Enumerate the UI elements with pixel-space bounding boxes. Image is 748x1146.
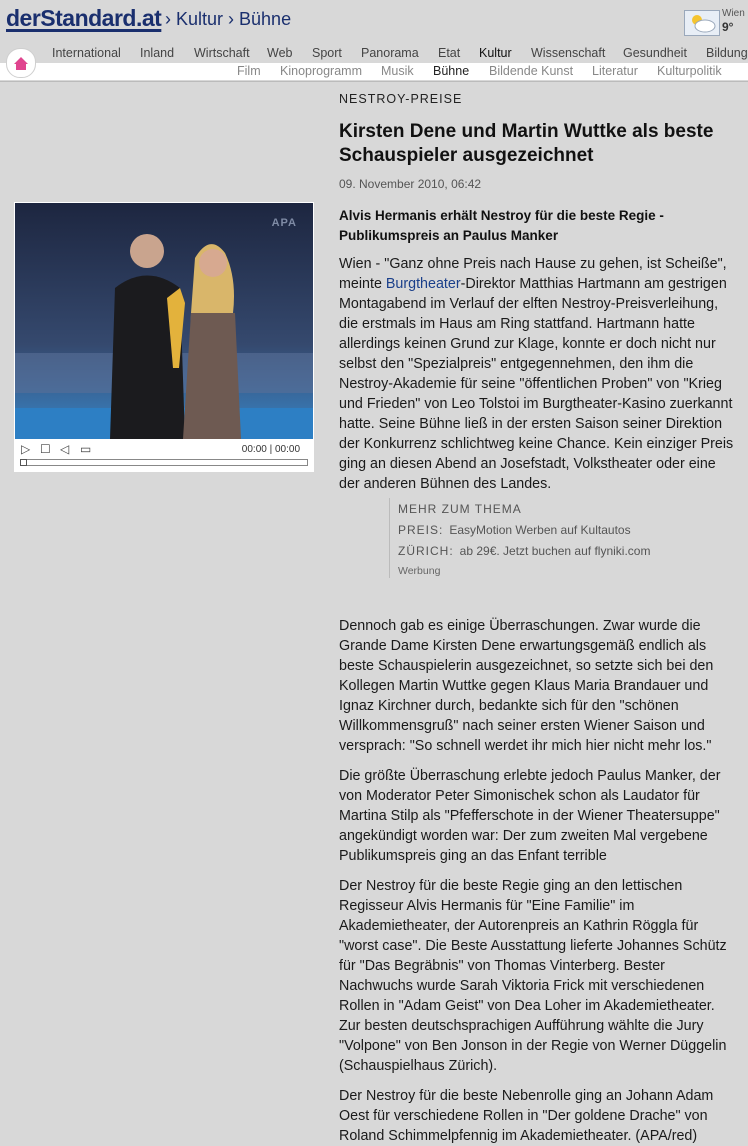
article-paragraph: Der Nestroy für die beste Nebenrolle ging an Johann Adam Oest für verschiedene Rollen in "Der goldene Drache" von Roland Schimmelpfennig im Akademietheater. (APA/red) [339, 1088, 714, 1144]
subnav-item-film[interactable]: Film [237, 64, 261, 78]
video-player[interactable] [14, 202, 314, 472]
video-watermark: APA [271, 217, 297, 229]
article-kicker: NESTROY-PREISE [339, 92, 463, 106]
subnav-item-musik[interactable]: Musik [381, 64, 414, 78]
nav-item-sport[interactable]: Sport [312, 46, 342, 60]
ad-key: ZÜRICH: [398, 544, 454, 558]
home-icon[interactable] [6, 48, 36, 78]
paragraph-text: -Direktor Matthias Hartmann am gestrigen Montagabend im Verlauf der elften Nestroy-Preisverleihung, die erstmals im Haus am Ring stattfand. Hartmann hatte allerdings keinen Grund zur Klage, konnte er doch nicht nur selbst den "Spezialpreis" entgegennehmen, den ihm die Nestroy-Akademie für seine "öffentlichen Proben" von "Krieg und Frieden" von Leo Tolstoi im Burgtheater-Kasino zuerkannt hatte. Seine Bühne ließ in der ersten Saison seiner Direktion der Konkurrenz schlichtweg keine Chance. Kein einziger Preis ging an diesen Abend an Josefstadt, Volkstheater oder eine der anderen Bühnen des Landes. [339, 276, 734, 492]
article-paragraph: Die größte Überraschung erlebte jedoch Paulus Manker, der von Moderator Peter Simonischek schon als Laudator für Martina Stilp als "Pfefferschote in der Wiener Theatersuppe" angekündigt worden war: Der zum zweiten Mal vergebene Publikumspreis ging an das Enfant terrible [339, 768, 721, 864]
volume-icon[interactable]: ◁ [60, 442, 70, 456]
video-controls [14, 440, 314, 472]
nav-item-web[interactable]: Web [267, 46, 293, 60]
related-box [389, 498, 698, 578]
site-logo[interactable]: derStandard.at [6, 5, 162, 31]
nav-item-gesundheit[interactable]: Gesundheit [623, 46, 687, 60]
ad-link[interactable]: EasyMotion Werben auf Kultautos [449, 523, 631, 537]
breadcrumb-separator: › [228, 9, 235, 29]
breadcrumb-kultur[interactable]: Kultur [176, 9, 224, 29]
play-icon[interactable]: ▷ [21, 442, 31, 456]
sub-nav [0, 63, 748, 80]
article-headline: Kirsten Dene und Martin Wuttke als beste Schauspieler ausgezeichnet [339, 121, 714, 166]
subnav-item-buehne[interactable]: Bühne [433, 64, 470, 78]
nav-item-wissenschaft[interactable]: Wissenschaft [531, 46, 606, 60]
related-title: MEHR ZUM THEMA [398, 502, 522, 516]
breadcrumb-separator: › [165, 9, 171, 29]
weather-cloud-icon [684, 10, 720, 36]
ad-key: PREIS: [398, 523, 444, 537]
related-ad-row[interactable] [398, 523, 698, 537]
subnav-item-kulturpolitik[interactable]: Kulturpolitik [657, 64, 722, 78]
article-lead: Alvis Hermanis erhält Nestroy für die beste Regie - Publikumspreis an Paulus Manker [339, 208, 664, 243]
ad-link[interactable]: ab 29€. Jetzt buchen auf flyniki.com [459, 544, 651, 558]
burgtheater-link[interactable]: Burgtheater [385, 276, 461, 292]
paragraph-text: Wien - "Ganz ohne Preis nach Hause zu gehen, ist Scheiße", meinte [339, 256, 727, 292]
nav-item-wirtschaft[interactable]: Wirtschaft [194, 46, 250, 60]
top-bar [0, 0, 748, 44]
article-paragraph: Der Nestroy für die beste Regie ging an den lettischen Regisseur Alvis Hermanis für "Eine Familie" im Akademietheater, der Autorenpreis an Kathrin Röggla für "worst case". Die Beste Ausstattung lieferte Johannes Schütz für "Das Begräbnis" von Thomas Vinterberg. Bester Nachwuchs wurde Sarah Viktoria Frick mit verschiedenen Rollen in "Adam Geist" von Dea Loher im Akademietheater. Zur besten deutschsprachigen Aufführung wählte die Jury "Volpone" von Ben Jonson in der Regie von Werner Düggelin (Schauspielhaus Zürich). [339, 878, 727, 1074]
nav-item-etat[interactable]: Etat [438, 46, 461, 60]
video-progress-handle[interactable] [20, 459, 27, 466]
subnav-item-literatur[interactable]: Literatur [592, 64, 638, 78]
subnav-item-kinoprogramm[interactable]: Kinoprogramm [280, 64, 362, 78]
video-frame[interactable] [15, 203, 313, 439]
breadcrumb-buehne[interactable]: Bühne [239, 9, 292, 29]
weather-city: Wien [722, 8, 745, 19]
main-nav [0, 44, 748, 63]
nav-item-international[interactable]: International [52, 46, 121, 60]
video-progress-bar[interactable] [20, 459, 308, 466]
fullscreen-icon[interactable]: ▭ [80, 442, 92, 456]
video-time: 00:00 | 00:00 [241, 444, 300, 455]
nav-item-panorama[interactable]: Panorama [361, 46, 419, 60]
weather-widget[interactable] [684, 8, 746, 38]
article [339, 92, 739, 1146]
article-date: 09. November 2010, 06:42 [339, 177, 482, 191]
stop-icon[interactable]: ☐ [40, 442, 51, 456]
article-paragraph: Dennoch gab es einige Überraschungen. Zwar wurde die Grande Dame Kirsten Dene erwartungsgemäß endlich als beste Schauspielerin ausgezeichnet, so setzte sich bei den Kollegen Martin Wuttke gegen Klaus Maria Brandauer und Ignaz Kirchner durch, bedankte sich für den "schönen Willkommensgruß" nach seiner ersten Wiener Saison und versprach: "So schnell werdet ihr mich hier nicht mehr los." [339, 618, 714, 754]
nav-item-bildung[interactable]: Bildung [706, 46, 748, 60]
subnav-item-bildende-kunst[interactable]: Bildende Kunst [489, 64, 574, 78]
related-ad-row[interactable] [398, 544, 698, 558]
article-paragraph [339, 254, 739, 494]
weather-temp: 9° [722, 20, 734, 34]
nav-item-kultur[interactable]: Kultur [479, 46, 512, 60]
nav-item-inland[interactable]: Inland [140, 46, 175, 60]
ad-label: Werbung [398, 565, 441, 577]
breadcrumb [160, 9, 291, 30]
header-divider [0, 81, 748, 82]
